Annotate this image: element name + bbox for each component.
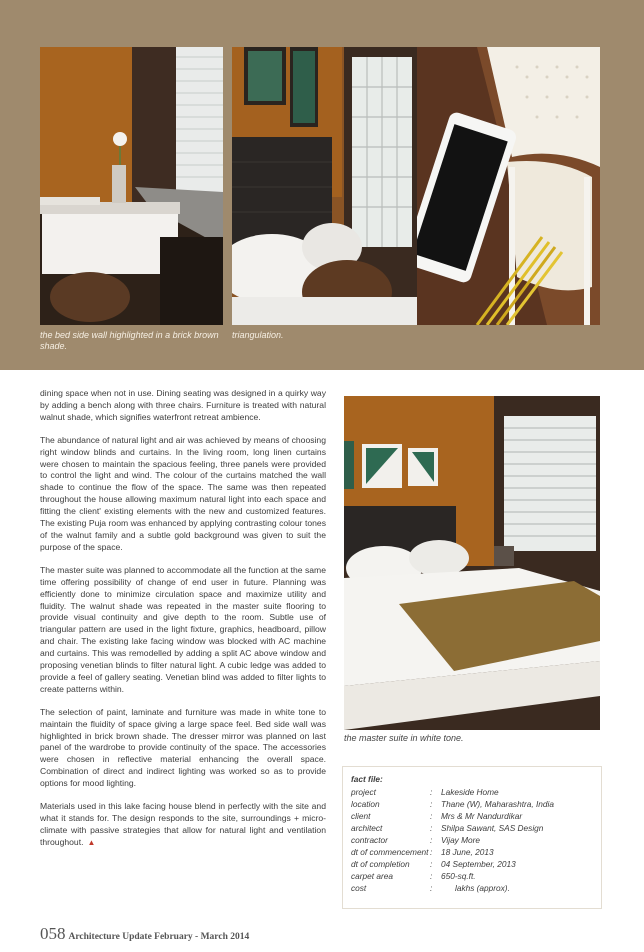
fact-value: Mrs & Mr Nandurdikar — [441, 811, 523, 821]
end-mark-icon: ▲ — [87, 837, 96, 847]
article-body — [40, 388, 326, 860]
fact-label: contractor — [351, 835, 388, 845]
photo-bed-window — [232, 47, 417, 325]
fact-label: dt of commencement — [351, 847, 429, 857]
right-photo-caption: the master suite in white tone. — [344, 733, 464, 743]
fact-row-project: project : Lakeside Home — [351, 787, 499, 797]
page-footer — [40, 924, 249, 944]
fact-row-client: client : Mrs & Mr Nandurdikar — [351, 811, 523, 821]
fact-row-contractor: contractor : Vijay More — [351, 835, 481, 845]
fact-label: location — [351, 799, 380, 809]
middle-photo-caption: triangulation. — [232, 330, 284, 340]
publication-name: Architecture Update February - March 2014 — [68, 932, 250, 942]
fact-label: cost — [351, 883, 367, 893]
fact-value: lakhs (approx). — [455, 883, 510, 893]
fact-row-commencement: dt of commencement : 18 June, 2013 — [351, 847, 494, 857]
fact-row-location: location : Thane (W), Maharashtra, India — [351, 799, 554, 809]
fact-row-architect: architect : Shilpa Sawant, SAS Design — [351, 823, 544, 833]
fact-value: Vijay More — [441, 835, 481, 845]
fact-file-box — [342, 766, 602, 909]
fact-value: 650-sq.ft. — [441, 871, 476, 881]
fact-label: dt of completion — [351, 859, 410, 869]
fact-label: architect — [351, 823, 383, 833]
paragraph: The master suite was planned to accommodate all the function at the same time offering possibility of change of end user in future. Planning was efficiently done to minimize circulation space and maximize utility and fluidity. The walnut shade was repeated in the master suite flooring to provide visual continuity and give depth to the room. Subtle use of triangular pattern are used in the light fixture, graphics, headboard, pillow and chair. The existing lake facing window was blocked with AC machine and curtains. This was remodelled by adding a split AC above window and proposing venetian blinds to filter natural light. A cubic ledge was added to provide a feel of gallery seating. Venetian blind was added to filter lights to create patterns within. — [40, 564, 326, 694]
paragraph: dining space when not in use. Dining seating was designed in a quirky way by adding a bench along with three chairs. Furniture is treated with natural walnut shade, which signifies waterfront retreat ambience. — [40, 388, 326, 422]
paragraph-text: Materials used in this lake facing house blend in perfectly with the site and what it stands for. The design responds to the site, surroundings + micro-climate with passive strategies that allow for natural light and ventilation throughout. — [40, 801, 326, 847]
photo-tablet-chair — [417, 47, 600, 325]
fact-row-carpet-area: carpet area : 650-sq.ft. — [351, 871, 476, 881]
fact-label: carpet area — [351, 871, 393, 881]
paragraph: The selection of paint, laminate and furniture was made in white tone to maintain the fluidity of space giving a large space feel. Bed side wall was highlighted in brick brown shade. The dresser mirror was planned on last panel of the wardrobe to provide continuity of the space. The accessories were chosen in reflective material enhancing the overall space. Combination of direct and indirect lighting was worked so as to provide options for mood lighting. — [40, 706, 326, 789]
left-photo-caption: the bed side wall highlighted in a brick brown shade. — [40, 330, 219, 351]
page-number: 058 — [40, 924, 66, 943]
fact-label: project — [351, 787, 376, 797]
fact-row-completion: dt of completion : 04 September, 2013 — [351, 859, 516, 869]
fact-file-title: fact file: — [351, 774, 383, 784]
photo-master-suite — [344, 396, 600, 730]
fact-value: Shilpa Sawant, SAS Design — [441, 823, 544, 833]
fact-label: client — [351, 811, 371, 821]
paragraph — [40, 801, 326, 849]
fact-value: Lakeside Home — [441, 787, 499, 797]
fact-value: 04 September, 2013 — [441, 859, 516, 869]
fact-value: 18 June, 2013 — [441, 847, 494, 857]
paragraph: The abundance of natural light and air was achieved by means of choosing right window blinds and curtains. In the living room, long linen curtains were chosen to maintain the spacious feeling, three panels were provided to control the light and wind. The colour of the curtains matched the wall shade to continue the flow of the space. The same was then repeated throughout the house allowing maximum natural light into each space and fitting the client' existing elements with the new and customized features. The existing Puja room was enhanced by applying contrasting colour tones of the walnut family and a subtle gold background was given to suit the purpose of the space. — [40, 434, 326, 552]
fact-value: Thane (W), Maharashtra, India — [441, 799, 554, 809]
fact-row-cost: cost : lakhs (approx). — [351, 883, 510, 893]
photo-bedside — [40, 47, 223, 325]
